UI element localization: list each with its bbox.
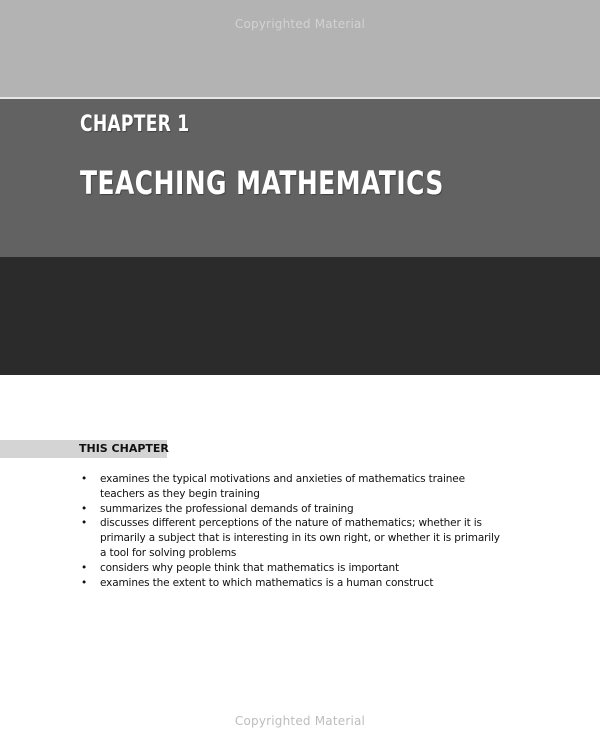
copyright-watermark-bottom: Copyrighted Material (234, 714, 366, 728)
chapter-objectives-list (79, 472, 504, 590)
bullet-icon: • (81, 517, 88, 530)
bullet-icon: • (81, 473, 88, 485)
chapter-number: CHAPTER 1 (80, 112, 190, 137)
header-band-light (0, 0, 600, 97)
bullet-icon: • (81, 561, 88, 574)
copyright-watermark-top: Copyrighted Material (234, 17, 366, 31)
list-item-text: summarizes the professional demands of training (100, 502, 354, 515)
bullet-icon: • (81, 502, 88, 515)
list-item (79, 516, 504, 560)
list-item-text: discusses different perceptions of the nature of mathematics; whether it is primarily a subject that is interesting in its own right, or whether it is primarily a tool for solving problems (100, 517, 500, 559)
bullet-icon: • (81, 576, 88, 589)
list-item-text: examines the typical motivations and anxieties of mathematics trainee teachers as they begin training (100, 473, 465, 500)
list-item (79, 561, 504, 576)
list-item-text: considers why people think that mathematics is important (100, 561, 400, 574)
chapter-title: TEACHING MATHEMATICS (80, 164, 444, 202)
header-band-dark (0, 257, 600, 375)
this-chapter-heading: THIS CHAPTER (79, 442, 169, 455)
this-chapter-tab (0, 440, 167, 458)
list-item (79, 576, 504, 591)
list-item (79, 502, 504, 517)
list-item (79, 472, 504, 502)
list-item-text: examines the extent to which mathematics is a human construct (100, 576, 434, 589)
